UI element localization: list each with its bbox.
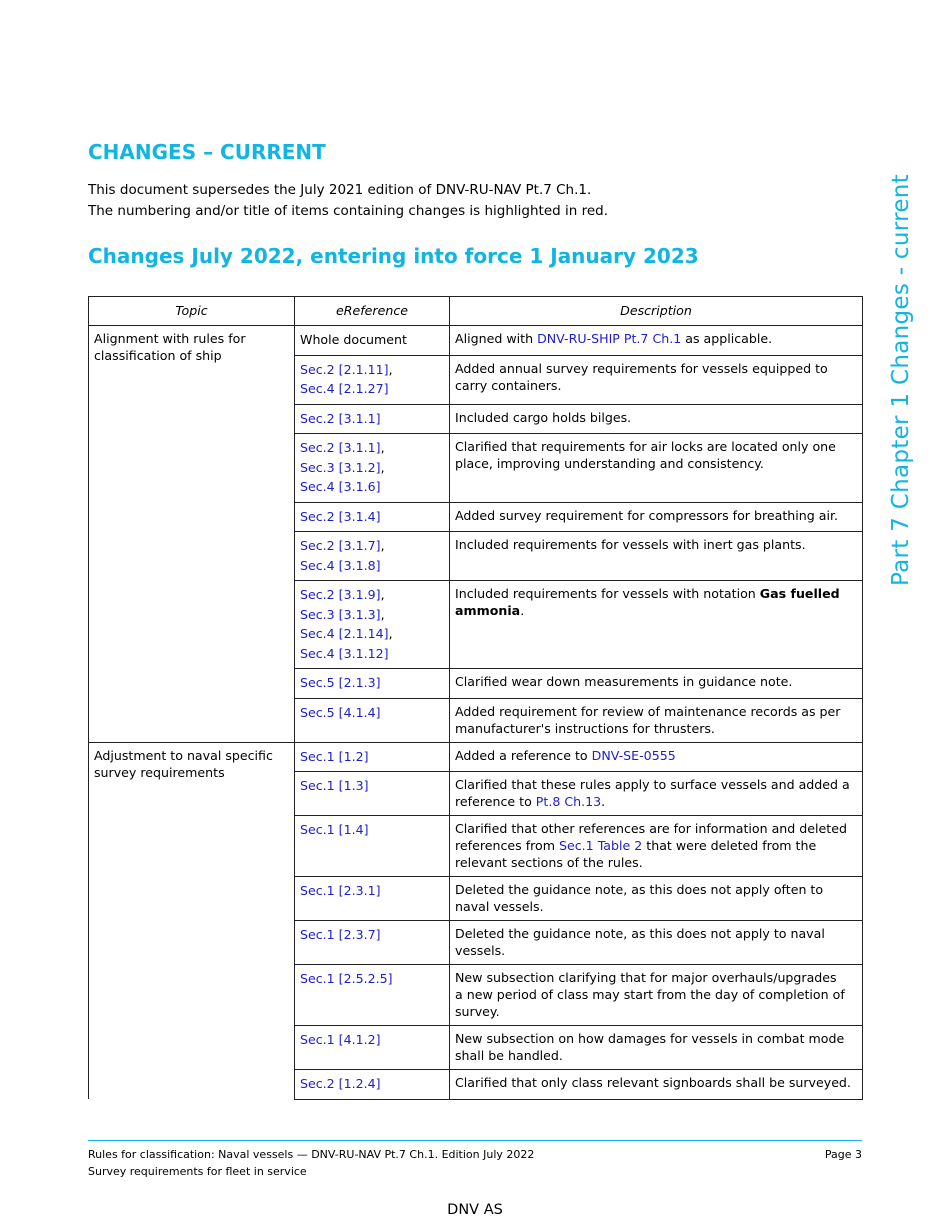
ereference-cell bbox=[295, 698, 450, 742]
header-ereference: eReference bbox=[295, 297, 450, 326]
ereference-link[interactable]: Sec.1 [1.3] bbox=[300, 778, 369, 793]
ereference-cell: Sec.2 [3.1.1], Sec.3 [3.1.2], Sec.4 [3.1.6] bbox=[295, 434, 450, 503]
description-cell: New subsection on how damages for vessels in combat mode shall be handled. bbox=[450, 1026, 863, 1070]
header-description: Description bbox=[450, 297, 863, 326]
ereference-link[interactable]: Sec.4 [3.1.8] bbox=[300, 557, 381, 573]
ereference-link[interactable]: Sec.5 [2.1.3] bbox=[300, 675, 381, 690]
ereference-link[interactable]: Sec.1 [2.3.1] bbox=[300, 883, 381, 898]
ereference-link[interactable]: Sec.1 [1.4] bbox=[300, 822, 369, 837]
header-topic: Topic bbox=[89, 297, 295, 326]
ereference-link[interactable]: Sec.3 [3.1.2] bbox=[300, 459, 381, 475]
description-cell: Aligned with DNV-RU-SHIP Pt.7 Ch.1 as applicable. bbox=[450, 326, 863, 356]
reference-link[interactable]: DNV-SE-0555 bbox=[591, 747, 676, 763]
ereference-cell bbox=[295, 742, 450, 772]
description-cell: Added annual survey requirements for vessels equipped to carry containers. bbox=[450, 355, 863, 404]
ereference-link[interactable]: Sec.4 [2.1.14] bbox=[300, 626, 389, 641]
intro-line-1: This document supersedes the July 2021 edition of DNV-RU-NAV Pt.7 Ch.1. bbox=[88, 182, 592, 198]
ereference-link[interactable]: Sec.2 [3.1.4] bbox=[300, 508, 381, 524]
ereference-link[interactable]: Sec.2 [1.2.4] bbox=[300, 1076, 381, 1091]
ereference-cell bbox=[295, 326, 450, 356]
ereference-cell bbox=[295, 816, 450, 877]
description-cell: Clarified that these rules apply to surface vessels and added a reference to Pt.8 Ch.13. bbox=[450, 772, 863, 816]
ereference-link[interactable]: Sec.1 [1.2] bbox=[300, 748, 369, 764]
ereference-cell bbox=[295, 404, 450, 434]
ereference-cell bbox=[295, 772, 450, 816]
ereference-link[interactable]: Sec.4 [2.1.27] bbox=[300, 381, 389, 396]
ereference-cell bbox=[295, 1070, 450, 1100]
ereference-cell bbox=[295, 921, 450, 965]
reference-link[interactable]: Pt.8 Ch.13 bbox=[535, 794, 602, 809]
footer-line-2: Survey requirements for fleet in service bbox=[88, 1165, 307, 1178]
footer-divider bbox=[88, 1140, 862, 1141]
description-cell: Included requirements for vessels with notation Gas fuelled ammonia. bbox=[450, 581, 863, 669]
topic-cell: Alignment with rules for classification of ship bbox=[89, 326, 295, 743]
ereference-cell: Sec.2 [2.1.11], Sec.4 [2.1.27] bbox=[295, 355, 450, 404]
ereference-cell: Sec.2 [3.1.7], Sec.4 [3.1.8] bbox=[295, 532, 450, 581]
description-cell: Added survey requirement for compressors for breathing air. bbox=[450, 502, 863, 532]
ereference-cell bbox=[295, 669, 450, 699]
description-cell: Added a reference to DNV-SE-0555 bbox=[450, 742, 863, 772]
description-cell: Clarified that only class relevant signboards shall be surveyed. bbox=[450, 1070, 863, 1100]
changes-subheading: Changes July 2022, entering into force 1 January 2023 bbox=[88, 244, 699, 268]
ereference-link[interactable]: Sec.4 [3.1.12] bbox=[300, 645, 389, 661]
ereference-link[interactable]: Sec.1 [2.3.7] bbox=[300, 927, 381, 942]
description-cell: Added requirement for review of maintenance records as per manufacturer's instructions for thrusters. bbox=[450, 698, 863, 742]
table-row bbox=[89, 326, 863, 356]
description-cell: Clarified that requirements for air locks are located only one place, improving understanding and consistency. bbox=[450, 434, 863, 503]
ereference-link[interactable]: Sec.2 [3.1.1] bbox=[300, 410, 381, 426]
ereference-link[interactable]: Sec.2 [2.1.11] bbox=[300, 361, 389, 377]
description-cell: Included requirements for vessels with inert gas plants. bbox=[450, 532, 863, 581]
description-cell: Clarified that other references are for information and deleted references from Sec.1 Table 2 that were deleted from the relevant sections of the rules. bbox=[450, 816, 863, 877]
table-header-row bbox=[89, 297, 863, 326]
intro bbox=[88, 180, 608, 222]
ereference-link[interactable]: Sec.3 [3.1.3] bbox=[300, 606, 381, 622]
ereference-cell bbox=[295, 965, 450, 1026]
ereference-link[interactable]: Sec.1 [2.5.2.5] bbox=[300, 971, 393, 986]
side-chapter-title: Part 7 Chapter 1 Changes - current bbox=[888, 173, 914, 586]
ereference-cell bbox=[295, 1026, 450, 1070]
ereference-text: Whole document bbox=[300, 332, 407, 347]
changes-table bbox=[88, 296, 863, 1100]
table-row bbox=[89, 742, 863, 772]
ereference-cell bbox=[295, 877, 450, 921]
footer-document-info bbox=[88, 1146, 534, 1180]
description-cell: New subsection clarifying that for major overhauls/upgrades a new period of class may start from the day of completion of survey. bbox=[450, 965, 863, 1026]
ereference-link[interactable]: Sec.2 [3.1.7] bbox=[300, 538, 381, 553]
page-heading: CHANGES – CURRENT bbox=[88, 140, 326, 164]
ereference-link[interactable]: Sec.2 [3.1.9] bbox=[300, 587, 381, 602]
ereference-link[interactable]: Sec.5 [4.1.4] bbox=[300, 704, 381, 720]
footer-line-1: Rules for classification: Naval vessels — DNV-RU-NAV Pt.7 Ch.1. Edition July 2022 bbox=[88, 1148, 535, 1161]
reference-link[interactable]: DNV-RU-SHIP Pt.7 Ch.1 bbox=[537, 331, 682, 346]
page-number: Page 3 bbox=[824, 1148, 862, 1161]
ereference-link[interactable]: Sec.1 [4.1.2] bbox=[300, 1032, 381, 1047]
description-cell: Clarified wear down measurements in guidance note. bbox=[450, 669, 863, 699]
footer-organization: DNV AS bbox=[447, 1202, 503, 1218]
ereference-link[interactable]: Sec.2 [3.1.1] bbox=[300, 440, 381, 455]
ereference-cell bbox=[295, 502, 450, 532]
description-cell: Deleted the guidance note, as this does not apply to naval vessels. bbox=[450, 921, 863, 965]
ereference-cell: Sec.2 [3.1.9], Sec.3 [3.1.3], Sec.4 [2.1.14], Sec.4 [3.1.12] bbox=[295, 581, 450, 669]
intro-line-2: The numbering and/or title of items containing changes is highlighted in red. bbox=[88, 203, 609, 219]
reference-link[interactable]: Sec.1 Table 2 bbox=[559, 838, 643, 853]
topic-cell: Adjustment to naval specific survey requirements bbox=[89, 742, 295, 1099]
ereference-link[interactable]: Sec.4 [3.1.6] bbox=[300, 479, 381, 494]
notation-bold: Gas fuelled ammonia bbox=[455, 586, 840, 618]
description-cell: Included cargo holds bilges. bbox=[450, 404, 863, 434]
description-cell: Deleted the guidance note, as this does not apply often to naval vessels. bbox=[450, 877, 863, 921]
